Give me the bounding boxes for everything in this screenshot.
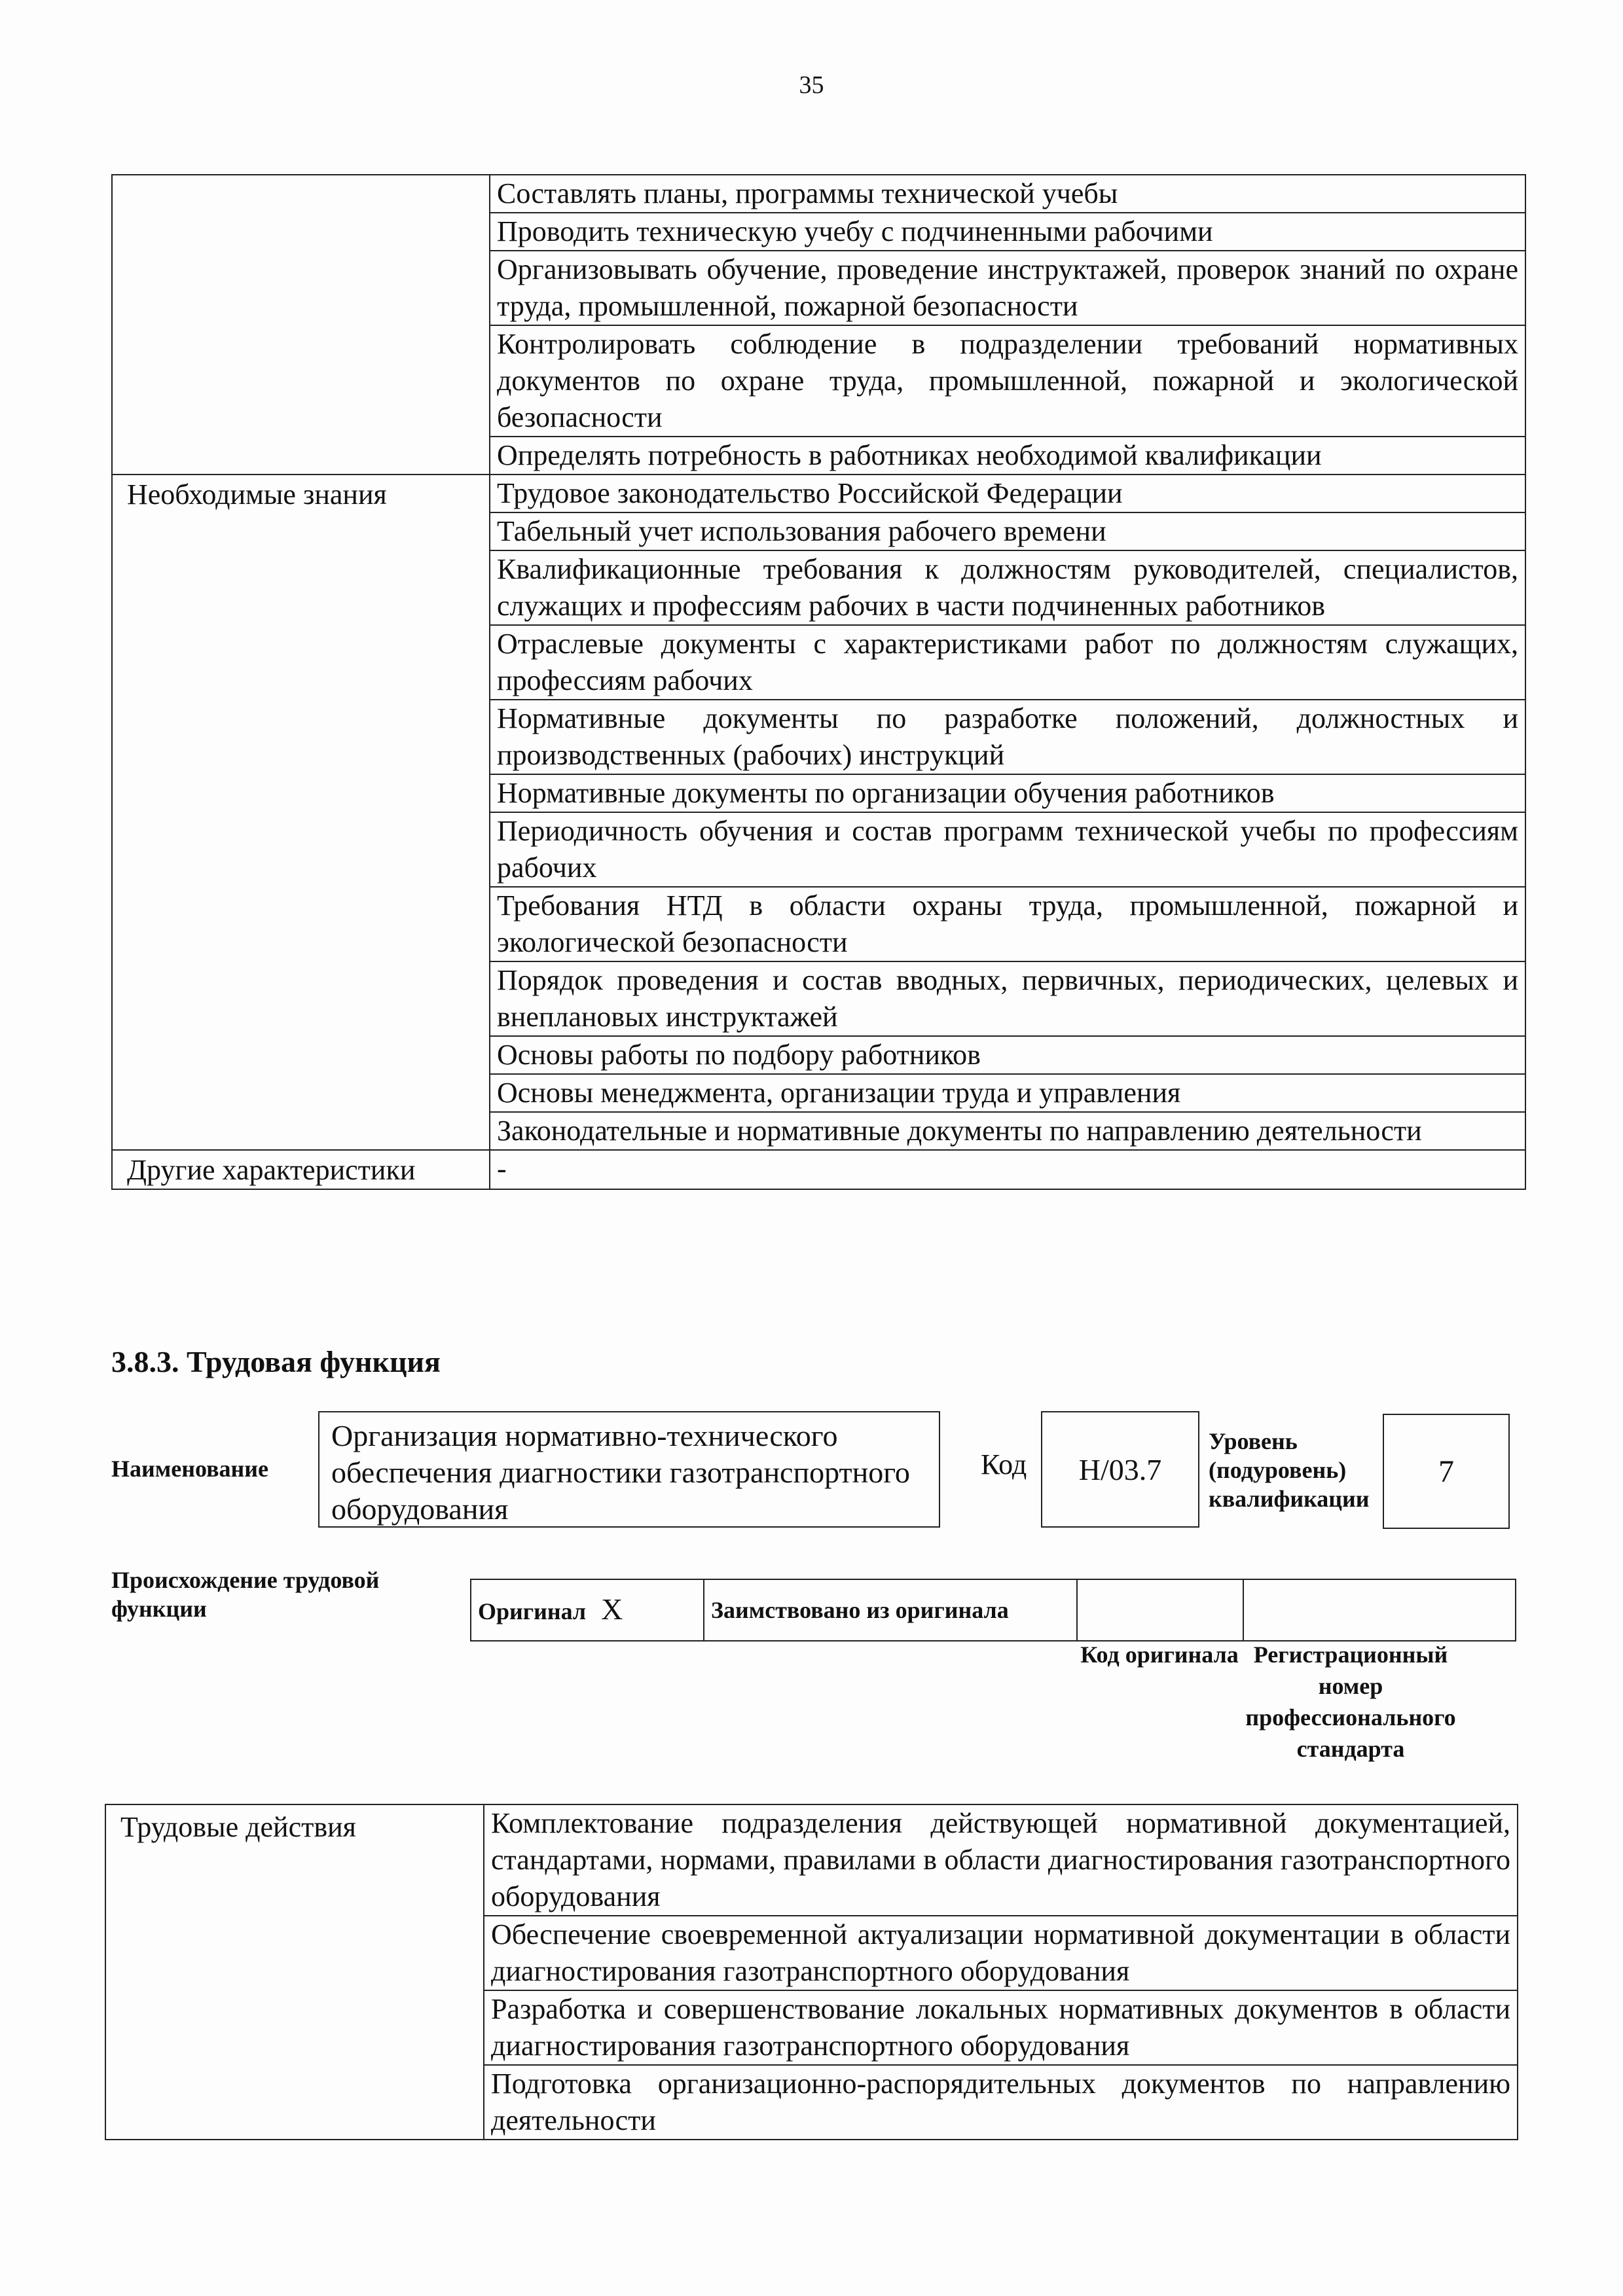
table-cell: Подготовка организационно-распорядительных документов по направлению деятельности — [484, 2065, 1518, 2140]
table-cell: Нормативные документы по организации обучения работников — [490, 774, 1525, 812]
table-cell: Обеспечение своевременной актуализации нормативной документации в области диагностирования газотранспортного оборудования — [484, 1916, 1518, 1990]
skills-table — [111, 174, 1526, 1190]
origin-borrowed: Заимствовано из оригинала — [704, 1579, 1077, 1641]
origin-code-cell — [1077, 1579, 1243, 1641]
table-cell: Определять потребность в работниках необходимой квалификации — [490, 437, 1525, 475]
level-label: Уровень (подуровень) квалификации — [1209, 1428, 1370, 1512]
table-row — [112, 1150, 1525, 1189]
table-cell: Периодичность обучения и состав программ технической учебы по профессиям рабочих — [490, 812, 1525, 887]
table-cell: Проводить техническую учебу с подчиненными рабочими — [490, 213, 1525, 251]
table-cell: Отраслевые документы с характеристиками работ по должностям служащих, профессиям рабочих — [490, 625, 1525, 700]
name-label: Наименование — [111, 1456, 268, 1482]
table-cell: Основы менеджмента, организации труда и управления — [490, 1074, 1525, 1112]
page-number: 35 — [799, 71, 824, 99]
table-cell: Порядок проведения и состав вводных, первичных, периодических, целевых и внеплановых инструктажей — [490, 961, 1525, 1036]
row-label-empty — [112, 175, 490, 475]
origin-mark: X — [601, 1592, 623, 1626]
origin-code-caption: Код оригинала — [1080, 1641, 1239, 1668]
table-row — [112, 175, 1525, 213]
table-cell: Разработка и совершенствование локальных нормативных документов в области диагностирования газотранспортного оборудования — [484, 1990, 1518, 2065]
table-cell: Основы работы по подбору работников — [490, 1036, 1525, 1074]
table-cell: Контролировать соблюдение в подразделении требований нормативных документов по охране труда, промышленной, пожарной и экологической безопасности — [490, 325, 1525, 437]
table-cell: Составлять планы, программы технической учебы — [490, 175, 1525, 213]
table-cell: Законодательные и нормативные документы по направлению деятельности — [490, 1112, 1525, 1150]
table-row — [112, 475, 1525, 512]
level-value: 7 — [1383, 1414, 1510, 1529]
table-cell: Трудовое законодательство Российской Федерации — [490, 475, 1525, 512]
origin-reg-cell — [1243, 1579, 1516, 1641]
table-row — [105, 1804, 1518, 1916]
table-cell: Комплектование подразделения действующей нормативной документацией, стандартами, нормами, правилами в области диагностирования газотранспортного оборудования — [484, 1804, 1518, 1916]
origin-reg-caption: Регистрационный номер профессионального стандарта — [1245, 1641, 1456, 1762]
name-value: Организация нормативно-технического обеспечения диагностики газотранспортного оборудования — [318, 1411, 940, 1528]
table-cell: Нормативные документы по разработке положений, должностных и производственных (рабочих) инструкций — [490, 700, 1525, 774]
table-row — [471, 1579, 1516, 1641]
code-value: H/03.7 — [1041, 1411, 1199, 1528]
row-label-actions: Трудовые действия — [105, 1804, 484, 2140]
table-cell: Требования НТД в области охраны труда, промышленной, пожарной и экологической безопасности — [490, 887, 1525, 961]
table-cell: Табельный учет использования рабочего времени — [490, 512, 1525, 550]
table-cell: - — [490, 1150, 1525, 1189]
row-label-other: Другие характеристики — [112, 1150, 490, 1189]
origin-label: Происхождение трудовой функции — [111, 1567, 380, 1622]
origin-original-cell — [471, 1579, 704, 1641]
row-label-knowledge: Необходимые знания — [112, 475, 490, 1150]
section-title: 3.8.3. Трудовая функция — [111, 1345, 441, 1378]
table-cell: Организовывать обучение, проведение инструктажей, проверок знаний по охране труда, промышленной, пожарной безопасности — [490, 251, 1525, 325]
origin-original: Оригинал — [478, 1598, 587, 1624]
actions-table — [105, 1804, 1518, 2140]
code-label: Код — [981, 1448, 1027, 1480]
origin-table — [470, 1579, 1516, 1641]
table-cell: Квалификационные требования к должностям руководителей, специалистов, служащих и профессиям рабочих в части подчиненных работников — [490, 550, 1525, 625]
